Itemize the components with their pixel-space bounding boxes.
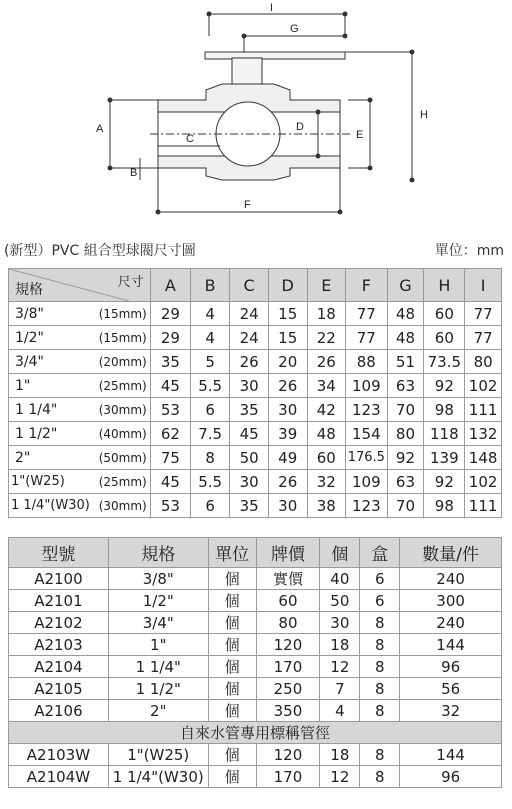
dim-value: 111 xyxy=(465,398,502,422)
model-col-pieces: 個 xyxy=(320,538,360,568)
model-cell: 1 1/4"(W30) xyxy=(108,766,208,788)
model-cell: A2101 xyxy=(9,590,109,612)
dim-value: 62 xyxy=(150,422,190,446)
model-cell: 80 xyxy=(256,612,320,634)
dim-size: 2" xyxy=(9,446,90,470)
dim-row xyxy=(9,422,502,446)
dim-size: 3/8" xyxy=(9,302,90,326)
model-cell: 8 xyxy=(360,634,400,656)
model-cell: A2104W xyxy=(9,766,109,788)
model-cell: 4 xyxy=(320,700,360,722)
model-cell: 144 xyxy=(400,744,502,766)
model-cell: 60 xyxy=(256,590,320,612)
dim-size: 1" xyxy=(9,374,90,398)
model-cell: 3/8" xyxy=(108,568,208,590)
model-cell: 3/4" xyxy=(108,612,208,634)
dim-mm: (25mm) xyxy=(90,374,150,398)
model-cell: 1"(W25) xyxy=(108,744,208,766)
dim-value: 154 xyxy=(346,422,387,446)
dim-value: 5.5 xyxy=(191,470,230,494)
model-cell: 8 xyxy=(360,612,400,634)
dim-value: 70 xyxy=(387,398,424,422)
label-g: G xyxy=(290,23,299,35)
dim-value: 109 xyxy=(346,470,387,494)
model-subheader: 自來水管專用標稱管徑 xyxy=(9,722,502,744)
model-cell: 8 xyxy=(360,656,400,678)
dim-col-i: I xyxy=(465,269,502,302)
model-cell: 350 xyxy=(256,700,320,722)
model-cell: 32 xyxy=(400,700,502,722)
model-cell: 8 xyxy=(360,700,400,722)
dim-value: 80 xyxy=(387,422,424,446)
dim-row xyxy=(9,398,502,422)
model-cell: 18 xyxy=(320,634,360,656)
model-row xyxy=(9,568,502,590)
model-col-price: 牌價 xyxy=(256,538,320,568)
dim-value: 98 xyxy=(424,494,465,518)
dim-value: 45 xyxy=(150,470,190,494)
dim-value: 4 xyxy=(191,302,230,326)
dim-value: 26 xyxy=(307,350,346,374)
dim-value: 148 xyxy=(465,446,502,470)
dim-value: 77 xyxy=(465,302,502,326)
model-row xyxy=(9,634,502,656)
dim-value: 123 xyxy=(346,494,387,518)
model-row xyxy=(9,590,502,612)
dim-value: 102 xyxy=(465,470,502,494)
dim-mm: (30mm) xyxy=(90,494,150,518)
model-cell: 個 xyxy=(208,612,256,634)
dim-row xyxy=(9,350,502,374)
dim-value: 176.5 xyxy=(346,446,387,470)
dim-mm: (25mm) xyxy=(90,470,150,494)
dim-value: 45 xyxy=(150,374,190,398)
model-cell: 個 xyxy=(208,744,256,766)
model-cell: 96 xyxy=(400,656,502,678)
model-row xyxy=(9,700,502,722)
model-header-row xyxy=(9,538,502,568)
model-cell: 1 1/4" xyxy=(108,656,208,678)
dim-value: 60 xyxy=(424,302,465,326)
dim-value: 109 xyxy=(346,374,387,398)
dim-value: 35 xyxy=(230,398,269,422)
model-cell: A2103W xyxy=(9,744,109,766)
dim-value: 118 xyxy=(424,422,465,446)
model-cell: 12 xyxy=(320,656,360,678)
dim-value: 8 xyxy=(191,446,230,470)
model-cell: 個 xyxy=(208,700,256,722)
dim-corner-cell xyxy=(9,269,151,302)
model-cell: 30 xyxy=(320,612,360,634)
label-h: H xyxy=(420,109,428,121)
dim-value: 132 xyxy=(465,422,502,446)
model-cell: 8 xyxy=(360,766,400,788)
model-row xyxy=(9,744,502,766)
dim-col-h: H xyxy=(424,269,465,302)
dim-corner-bottom: 規格 xyxy=(15,282,43,298)
model-cell: 個 xyxy=(208,634,256,656)
dim-mm: (30mm) xyxy=(90,398,150,422)
model-row xyxy=(9,678,502,700)
dim-value: 123 xyxy=(346,398,387,422)
model-col-unit: 單位 xyxy=(208,538,256,568)
dim-col-c: C xyxy=(230,269,269,302)
dim-value: 32 xyxy=(307,470,346,494)
dim-value: 35 xyxy=(230,494,269,518)
dim-value: 6 xyxy=(191,494,230,518)
label-i: I xyxy=(270,2,274,14)
dim-value: 45 xyxy=(230,422,269,446)
dim-col-a: A xyxy=(150,269,190,302)
dim-value: 30 xyxy=(268,494,307,518)
dim-row xyxy=(9,470,502,494)
dim-value: 26 xyxy=(268,470,307,494)
model-cell: A2103 xyxy=(9,634,109,656)
dim-value: 49 xyxy=(268,446,307,470)
dim-value: 42 xyxy=(307,398,346,422)
model-cell: 8 xyxy=(360,744,400,766)
unit-label: 單位：mm xyxy=(434,243,504,259)
label-c: C xyxy=(186,133,194,145)
model-cell: 個 xyxy=(208,568,256,590)
label-b: B xyxy=(130,167,138,179)
model-cell: 300 xyxy=(400,590,502,612)
dim-value: 63 xyxy=(387,374,424,398)
dim-mm: (15mm) xyxy=(90,326,150,350)
model-cell: 1" xyxy=(108,634,208,656)
model-cell: 240 xyxy=(400,612,502,634)
model-cell: 個 xyxy=(208,766,256,788)
dim-value: 88 xyxy=(346,350,387,374)
dim-value: 77 xyxy=(465,326,502,350)
dim-value: 50 xyxy=(230,446,269,470)
model-table xyxy=(8,537,502,788)
dim-corner-top: 尺寸 xyxy=(117,275,144,290)
dim-col-b: B xyxy=(191,269,230,302)
dim-value: 5.5 xyxy=(191,374,230,398)
dim-row xyxy=(9,446,502,470)
dim-value: 92 xyxy=(424,470,465,494)
dim-mm: (15mm) xyxy=(90,302,150,326)
dim-row xyxy=(9,326,502,350)
dim-value: 26 xyxy=(230,350,269,374)
model-cell: 7 xyxy=(320,678,360,700)
dim-value: 73.5 xyxy=(424,350,465,374)
model-cell: 個 xyxy=(208,590,256,612)
model-col-box: 盒 xyxy=(360,538,400,568)
dim-col-d: D xyxy=(268,269,307,302)
dim-value: 38 xyxy=(307,494,346,518)
model-row xyxy=(9,612,502,634)
model-cell: 實價 xyxy=(256,568,320,590)
model-cell: 120 xyxy=(256,634,320,656)
dim-row xyxy=(9,374,502,398)
model-cell: 個 xyxy=(208,678,256,700)
model-cell: 56 xyxy=(400,678,502,700)
model-cell: 12 xyxy=(320,766,360,788)
model-col-spec: 規格 xyxy=(108,538,208,568)
dim-size: 1"(W25) xyxy=(9,470,90,494)
model-subheader-row xyxy=(9,722,502,744)
label-f: F xyxy=(244,199,251,211)
dim-size: 1 1/4"(W30) xyxy=(9,494,90,518)
dim-value: 20 xyxy=(268,350,307,374)
dim-value: 4 xyxy=(191,326,230,350)
model-cell: 170 xyxy=(256,656,320,678)
model-cell: 240 xyxy=(400,568,502,590)
dim-size: 1 1/2" xyxy=(9,422,90,446)
dim-value: 102 xyxy=(465,374,502,398)
label-e: E xyxy=(356,129,364,141)
model-cell: 2" xyxy=(108,700,208,722)
dim-value: 30 xyxy=(230,470,269,494)
model-cell: 50 xyxy=(320,590,360,612)
dim-value: 53 xyxy=(150,494,190,518)
dim-value: 77 xyxy=(346,326,387,350)
model-col-qty: 數量/件 xyxy=(400,538,502,568)
model-cell: 6 xyxy=(360,590,400,612)
model-cell: 個 xyxy=(208,656,256,678)
dim-row xyxy=(9,494,502,518)
dim-size: 1 1/4" xyxy=(9,398,90,422)
dim-col-g: G xyxy=(387,269,424,302)
model-cell: 144 xyxy=(400,634,502,656)
dim-mm: (40mm) xyxy=(90,422,150,446)
dim-value: 63 xyxy=(387,470,424,494)
dim-value: 34 xyxy=(307,374,346,398)
dim-value: 92 xyxy=(424,374,465,398)
model-cell: A2104 xyxy=(9,656,109,678)
label-a: A xyxy=(96,123,104,135)
model-cell: A2105 xyxy=(9,678,109,700)
dim-col-e: E xyxy=(307,269,346,302)
dim-value: 75 xyxy=(150,446,190,470)
dim-value: 29 xyxy=(150,302,190,326)
dim-value: 18 xyxy=(307,302,346,326)
dim-col-f: F xyxy=(346,269,387,302)
dim-value: 48 xyxy=(307,422,346,446)
dim-value: 7.5 xyxy=(191,422,230,446)
dim-mm: (50mm) xyxy=(90,446,150,470)
dim-value: 39 xyxy=(268,422,307,446)
dim-value: 24 xyxy=(230,302,269,326)
dim-value: 60 xyxy=(424,326,465,350)
model-cell: 1 1/2" xyxy=(108,678,208,700)
model-col-model: 型號 xyxy=(9,538,109,568)
model-cell: A2102 xyxy=(9,612,109,634)
dim-value: 15 xyxy=(268,302,307,326)
dim-value: 15 xyxy=(268,326,307,350)
dim-mm: (20mm) xyxy=(90,350,150,374)
title-row xyxy=(0,238,512,260)
dim-value: 111 xyxy=(465,494,502,518)
model-row xyxy=(9,766,502,788)
model-cell: 250 xyxy=(256,678,320,700)
model-cell: A2106 xyxy=(9,700,109,722)
dim-value: 30 xyxy=(268,398,307,422)
model-cell: 18 xyxy=(320,744,360,766)
dim-value: 92 xyxy=(387,446,424,470)
dim-value: 60 xyxy=(307,446,346,470)
dim-size: 1/2" xyxy=(9,326,90,350)
model-cell: 120 xyxy=(256,744,320,766)
dim-value: 30 xyxy=(230,374,269,398)
model-row xyxy=(9,656,502,678)
dim-value: 80 xyxy=(465,350,502,374)
dimension-table xyxy=(8,268,502,518)
page-title: (新型）PVC 組合型球閥尺寸圖 xyxy=(4,243,196,259)
dim-value: 77 xyxy=(346,302,387,326)
dim-size: 3/4" xyxy=(9,350,90,374)
model-cell: 40 xyxy=(320,568,360,590)
dim-value: 53 xyxy=(150,398,190,422)
dim-value: 139 xyxy=(424,446,465,470)
dim-value: 48 xyxy=(387,326,424,350)
ball-valve-dimension-drawing xyxy=(0,0,512,232)
model-cell: 8 xyxy=(360,678,400,700)
dim-value: 35 xyxy=(150,350,190,374)
dim-value: 22 xyxy=(307,326,346,350)
dim-value: 29 xyxy=(150,326,190,350)
model-cell: 1/2" xyxy=(108,590,208,612)
dim-value: 24 xyxy=(230,326,269,350)
dim-value: 70 xyxy=(387,494,424,518)
label-d: D xyxy=(296,121,304,133)
model-cell: 96 xyxy=(400,766,502,788)
model-cell: 170 xyxy=(256,766,320,788)
dim-value: 5 xyxy=(191,350,230,374)
dim-row xyxy=(9,302,502,326)
dim-value: 6 xyxy=(191,398,230,422)
model-cell: 6 xyxy=(360,568,400,590)
model-cell: A2100 xyxy=(9,568,109,590)
dim-value: 51 xyxy=(387,350,424,374)
dim-value: 98 xyxy=(424,398,465,422)
dim-value: 48 xyxy=(387,302,424,326)
dim-header-row xyxy=(9,269,502,302)
dim-value: 26 xyxy=(268,374,307,398)
